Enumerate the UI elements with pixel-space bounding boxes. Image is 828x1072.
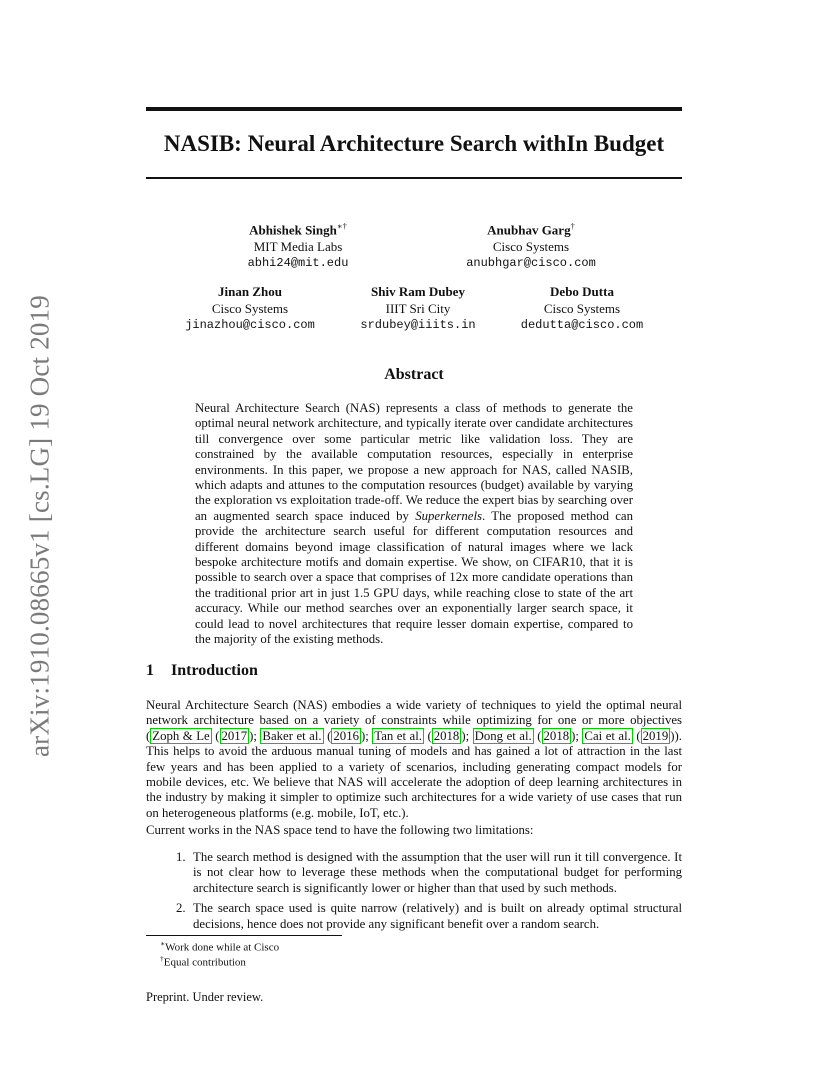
abstract-heading: Abstract: [384, 366, 444, 383]
title-top-rule: [146, 107, 682, 111]
footnote-text: Work done while at Cisco: [165, 941, 280, 954]
citation-year-link[interactable]: 2016: [333, 728, 359, 743]
section-title: Introduction: [171, 662, 258, 679]
citation-link[interactable]: Dong et al.: [474, 728, 532, 743]
author-affiliation: IIIT Sri City: [385, 300, 451, 316]
author-email[interactable]: jinazhou@cisco.com: [185, 318, 315, 332]
section-number: 1: [146, 662, 154, 679]
list-item-number: 2.: [176, 901, 186, 916]
author-marks: †: [570, 221, 575, 231]
paper-title: NASIB: Neural Architecture Search withIn Budget: [163, 131, 665, 156]
intro-paragraph: Current works in the NAS space tend to have the following two limitations:: [146, 823, 534, 837]
author-affiliation: Cisco Systems: [543, 300, 621, 316]
section-heading: [146, 662, 258, 680]
list-item-number: 1.: [176, 850, 186, 864]
author-email[interactable]: dedutta@cisco.com: [520, 318, 644, 332]
abstract-emphasis: Superkernels: [415, 508, 483, 523]
author-block: [208, 218, 388, 272]
author-affiliation: Cisco Systems: [211, 300, 289, 316]
author-name: Abhishek Singh: [249, 222, 337, 238]
footnote: [160, 952, 246, 970]
author-email[interactable]: srdubey@iiits.in: [360, 318, 476, 332]
citation-year-link[interactable]: 2018: [433, 728, 460, 743]
citation-link[interactable]: Baker et al.: [262, 728, 322, 743]
citation-link[interactable]: Zoph & Le: [152, 728, 210, 743]
citation-year-link[interactable]: 2017: [221, 728, 248, 743]
author-email[interactable]: abhi24@mit.edu: [247, 256, 349, 271]
author-affiliation: Cisco Systems: [492, 238, 570, 254]
title-bottom-rule: [146, 177, 682, 179]
list-item-text: The search method is designed with the assumption that the user will run it till convergence. It is not clear how to leverage these methods when the computational budget for performing architecture search is significantly lower or higher than that used by such methods.: [193, 850, 682, 895]
footnote-mark: †: [160, 954, 164, 963]
author-name: Debo Dutta: [550, 284, 614, 299]
author-email[interactable]: anubhgar@cisco.com: [466, 256, 596, 271]
author-block: [170, 284, 330, 334]
list-item: [176, 850, 682, 896]
author-name: Jinan Zhou: [218, 284, 282, 299]
citation-year-link[interactable]: 2019: [642, 728, 669, 743]
citation-link[interactable]: Tan et al.: [374, 728, 422, 743]
list-item-text: The search space used is quite narrow (relatively) and is built on already optimal structural decisions, hence does not provide any significant benefit over a random search.: [193, 901, 682, 931]
footnote-text: Equal contribution: [163, 956, 246, 969]
author-block: [338, 284, 498, 334]
list-item: [176, 901, 682, 932]
citation-link[interactable]: Cai et al.: [584, 728, 631, 743]
arxiv-identifier: arXiv:1910.08665v1 [cs.LG] 19 Oct 2019: [24, 294, 55, 758]
footnote-mark: ∗: [160, 939, 166, 948]
author-block: [502, 284, 662, 334]
intro-paragraph: Neural Architecture Search (NAS) embodies a wide variety of techniques to yield the optimal neural network architecture based on a variety of constraints while optimizing for one or more objectives ( Zoph & Le ( 2017 ); Baker et al. ( 2016 ); Tan et al. ( 2018 ); Dong et al. ( 2018 ); Cai et al. ( 2019 )). This helps to avoid the arduous manual tuning of models and has gained a lot of attraction in the last few years and has been applied to a variety of scenarios, including generating compact models for mobile devices, etc. We believe that NAS will accelerate the adoption of deep learning architectures in the industry by making it simpler to optimize such architectures for a wide variety of use cases that run on heterogeneous platforms (e.g. mobile, IoT, etc.).: [146, 698, 682, 820]
author-name: Shiv Ram Dubey: [371, 284, 465, 299]
footnote-rule: [146, 935, 342, 936]
citation-year-link[interactable]: 2018: [543, 728, 570, 743]
arxiv-identifier-strip: [22, 291, 58, 761]
abstract-text: Neural Architecture Search (NAS) represents a class of methods to generate the optimal neural network architecture, and typically iterate over candidate architectures till convergence over some particular metric like validation loss. They are constrained by the available computation resources, especially in enterprise environments. In this paper, we propose a new approach for NAS, called NASIB, which adapts and attunes to the computation resources (budget) available by varying the exploration vs exploitation trade-off. We reduce the expert bias by searching over an augmented search space induced by Superkernels. The proposed method can provide the architecture search useful for different computation resources and different domains beyond image classification of natural images where we lack bespoke architecture motifs and domain expertise. We show, on CIFAR10, that it is possible to search over a space that comprises of 12x more candidate operations than the traditional prior art in just 1.5 GPU days, while reaching close to state of the art accuracy. While our method searches over an exponentially larger search space, it could lead to novel architectures that require lesser domain expertise, compared to the majority of the existing methods.: [195, 401, 634, 647]
preprint-note: Preprint. Under review.: [146, 990, 264, 1004]
author-block: [426, 218, 636, 272]
author-name: Anubhav Garg: [487, 222, 571, 238]
limitations-list: [176, 850, 682, 937]
author-marks: ∗†: [336, 221, 347, 231]
author-affiliation: MIT Media Labs: [253, 238, 343, 254]
